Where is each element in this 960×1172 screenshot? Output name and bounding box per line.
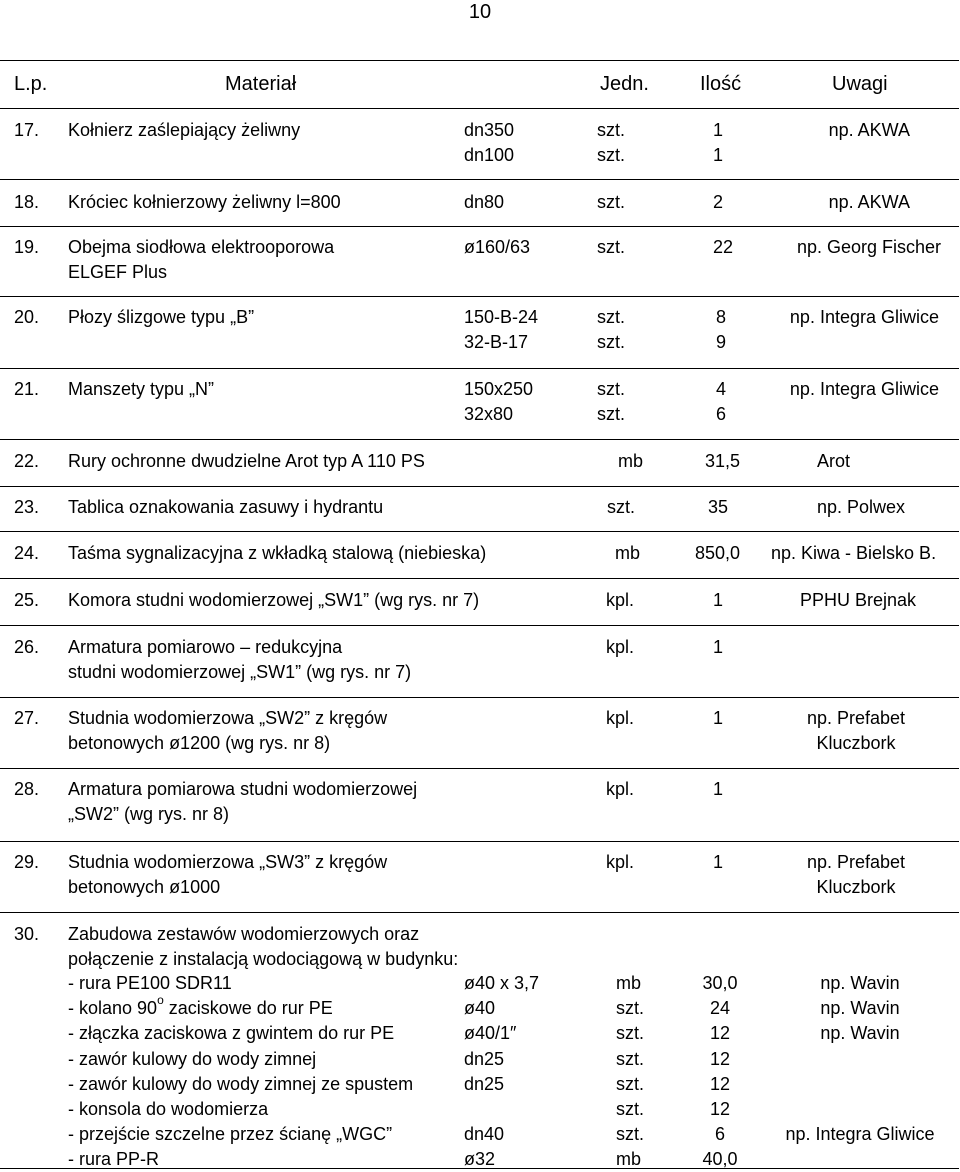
quantity: 40,0 <box>702 1149 738 1170</box>
material-name: Obejma siodłowa elektrooporowa <box>68 237 335 257</box>
quantity: 4 <box>716 379 727 399</box>
table-row <box>0 296 959 368</box>
unit: kpl. <box>606 852 635 872</box>
material-name: betonowych ø1000 <box>68 877 221 897</box>
row-number: 19. <box>14 237 40 257</box>
unit: szt. <box>597 192 626 212</box>
unit: szt. <box>597 237 626 257</box>
quantity: 850,0 <box>695 543 741 563</box>
dimension: dn100 <box>464 145 515 165</box>
dimension: dn40 <box>464 1124 505 1145</box>
dimension: ø40 x 3,7 <box>464 973 540 993</box>
row-number: 23. <box>14 497 40 517</box>
dimension: 150x250 <box>464 379 534 399</box>
unit: szt. <box>607 497 636 517</box>
remark: np. Integra Gliwice <box>789 307 939 327</box>
table-row <box>0 368 959 439</box>
material-name: Tablica oznakowania zasuwy i hydrantu <box>68 497 384 517</box>
table-row <box>0 179 959 226</box>
dimension: 150-B-24 <box>464 307 539 327</box>
header-lp: L.p. <box>14 73 48 95</box>
unit: szt. <box>616 1099 645 1119</box>
remark: np. Prefabet <box>806 708 906 728</box>
unit: szt. <box>597 307 626 327</box>
row-number: 26. <box>14 637 40 657</box>
unit: mb <box>616 1149 642 1170</box>
quantity: 6 <box>714 1124 725 1145</box>
material-name: Studnia wodomierzowa „SW2” z kręgów <box>68 708 388 728</box>
remark: np. Wavin <box>820 998 900 1019</box>
material-name: Komora studni wodomierzowej „SW1” (wg rys. nr 7) <box>68 590 480 610</box>
table-row <box>0 486 959 531</box>
quantity: 2 <box>713 192 724 212</box>
unit: kpl. <box>606 708 635 728</box>
remark: np. Polwex <box>817 497 906 517</box>
remark: Kluczbork <box>816 733 896 753</box>
row-number: 25. <box>14 590 40 610</box>
quantity: 8 <box>716 307 727 327</box>
material-name: Rury ochronne dwudzielne Arot typ A 110 PS <box>68 451 425 471</box>
unit: szt. <box>616 1073 645 1094</box>
remark: np. AKWA <box>828 192 910 212</box>
sub-item-name: - złączka zaciskowa z gwintem do rur PE <box>68 1023 395 1044</box>
row-number: 21. <box>14 379 40 399</box>
row-number: 29. <box>14 852 40 872</box>
remark: np. Prefabet <box>806 852 906 872</box>
sub-item-name: - zawór kulowy do wody zimnej ze spustem <box>68 1073 414 1094</box>
table-row <box>0 697 959 768</box>
unit: mb <box>618 451 644 471</box>
dimension: ø40/1″ <box>464 1023 517 1044</box>
quantity: 12 <box>709 1099 731 1119</box>
table-row <box>0 625 959 697</box>
quantity: 12 <box>709 1073 731 1094</box>
row-number: 30. <box>14 924 40 944</box>
unit: szt. <box>616 1124 645 1145</box>
remark: Kluczbork <box>816 877 896 897</box>
material-name: połączenie z instalacją wodociągową w budynku: <box>68 949 459 969</box>
quantity: 1 <box>713 145 724 165</box>
quantity: 1 <box>713 708 724 728</box>
quantity: 9 <box>716 332 727 352</box>
row-number: 22. <box>14 451 40 471</box>
material-name: betonowych ø1200 (wg rys. nr 8) <box>68 733 331 753</box>
remark: np. AKWA <box>828 120 910 140</box>
table-row <box>0 108 959 179</box>
quantity: 35 <box>708 497 729 517</box>
material-name: Studnia wodomierzowa „SW3” z kręgów <box>68 852 388 872</box>
dimension: 32x80 <box>464 404 514 424</box>
material-name: Płozy ślizgowe typu „B” <box>68 307 255 327</box>
header-qty: Ilość <box>700 73 742 95</box>
dimension: dn25 <box>464 1073 505 1094</box>
material-name: studni wodomierzowej „SW1” (wg rys. nr 7) <box>68 662 412 682</box>
unit: mb <box>616 973 642 993</box>
header-unit: Jedn. <box>600 73 649 95</box>
sub-item-name: - rura PE100 SDR11 <box>68 973 232 993</box>
unit: szt. <box>597 332 626 352</box>
dimension: ø40 <box>464 998 496 1019</box>
quantity: 22 <box>713 237 734 257</box>
quantity: 30,0 <box>702 973 738 993</box>
row-number: 17. <box>14 120 40 140</box>
unit: szt. <box>597 379 626 399</box>
dimension: dn350 <box>464 120 515 140</box>
remark: np. Georg Fischer <box>796 237 941 257</box>
row-number: 20. <box>14 307 40 327</box>
remark: np. Wavin <box>820 1023 900 1044</box>
remark: np. Kiwa - Bielsko B. <box>771 543 937 563</box>
table-row-30 <box>0 912 959 1169</box>
quantity: 6 <box>716 404 727 424</box>
row-number: 24. <box>14 543 40 563</box>
sub-item-name: - kolano 90$^o$ zaciskowe do rur PE <box>68 993 333 1019</box>
unit: szt. <box>616 1048 645 1069</box>
material-name: Armatura pomiarowo – redukcyjna <box>68 637 343 657</box>
sub-item-name: - konsola do wodomierza <box>68 1099 269 1119</box>
sub-item-name: - przejście szczelne przez ścianę „WGC” <box>68 1124 393 1145</box>
unit: szt. <box>597 120 626 140</box>
page-number: 10 <box>468 1 492 23</box>
unit: szt. <box>597 404 626 424</box>
remark: np. Integra Gliwice <box>789 379 939 399</box>
unit: mb <box>615 543 641 563</box>
table-row <box>0 578 959 625</box>
unit: szt. <box>616 1023 645 1044</box>
unit: kpl. <box>606 590 635 610</box>
quantity: 1 <box>713 120 724 140</box>
unit: kpl. <box>606 779 635 799</box>
quantity: 12 <box>709 1048 731 1069</box>
quantity: 1 <box>713 637 724 657</box>
quantity: 1 <box>713 590 724 610</box>
quantity: 1 <box>713 852 724 872</box>
row-number: 27. <box>14 708 40 728</box>
dimension: dn25 <box>464 1048 505 1069</box>
material-name: Armatura pomiarowa studni wodomierzowej <box>68 779 418 799</box>
table-row <box>0 841 959 912</box>
material-name: ELGEF Plus <box>68 262 168 282</box>
materials-table <box>0 60 959 1169</box>
table-row <box>0 768 959 841</box>
unit: kpl. <box>606 637 635 657</box>
material-name: Króciec kołnierzowy żeliwny l=800 <box>68 192 341 212</box>
row-number: 18. <box>14 192 40 212</box>
material-name: Taśma sygnalizacyjna z wkładką stalową (niebieska) <box>68 543 487 563</box>
material-name: Zabudowa zestawów wodomierzowych oraz <box>68 924 420 944</box>
material-name: „SW2” (wg rys. nr 8) <box>68 804 230 824</box>
table-row <box>0 439 959 486</box>
material-name: Manszety typu „N” <box>68 379 215 399</box>
remark: PPHU Brejnak <box>800 590 917 610</box>
dimension: 32-B-17 <box>464 332 529 352</box>
sub-item-name: - zawór kulowy do wody zimnej <box>68 1048 317 1069</box>
quantity: 12 <box>709 1023 731 1044</box>
row-number: 28. <box>14 779 40 799</box>
table-row <box>0 226 959 296</box>
table-header <box>0 60 959 108</box>
dimension: ø32 <box>464 1149 496 1170</box>
table-row <box>0 531 959 578</box>
material-name: Kołnierz zaślepiający żeliwny <box>68 120 301 140</box>
remark: Arot <box>817 451 851 471</box>
sub-item-name: - rura PP-R <box>68 1149 160 1170</box>
unit: szt. <box>597 145 626 165</box>
quantity: 1 <box>713 779 724 799</box>
header-material: Materiał <box>225 73 297 95</box>
remark: np. Integra Gliwice <box>785 1124 935 1145</box>
dimension: ø160/63 <box>464 237 531 257</box>
dimension: dn80 <box>464 192 505 212</box>
quantity: 31,5 <box>705 451 741 471</box>
unit: szt. <box>616 998 645 1019</box>
header-remarks: Uwagi <box>832 73 888 95</box>
remark: np. Wavin <box>820 973 900 993</box>
quantity: 24 <box>709 998 731 1019</box>
